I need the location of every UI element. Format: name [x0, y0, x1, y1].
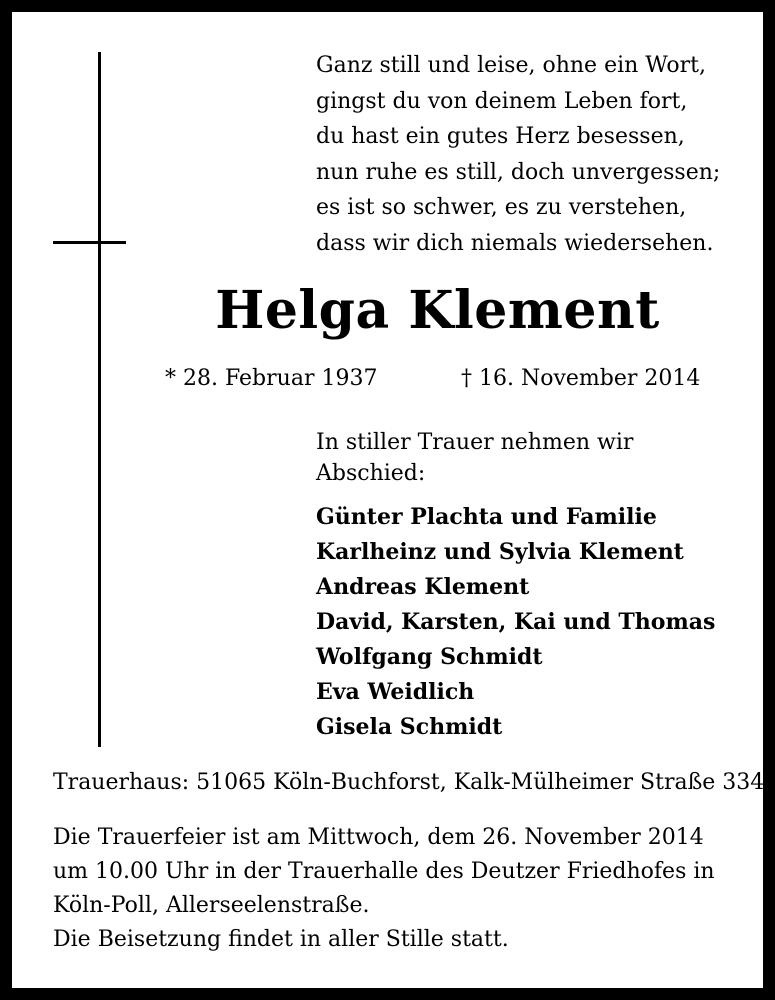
poem-line: es ist so schwer, es zu verstehen, — [316, 195, 687, 220]
deceased-name: Helga Klement — [215, 280, 660, 341]
family-list — [316, 500, 715, 745]
family-member: Andreas Klement — [316, 574, 530, 600]
cross-bar — [53, 241, 126, 244]
cross-icon — [98, 52, 101, 747]
ceremony-details — [53, 821, 733, 957]
poem-line: Ganz still und leise, ohne ein Wort, — [316, 53, 707, 78]
death-date: † 16. November 2014 — [461, 366, 701, 391]
poem-line: du hast ein gutes Herz besessen, — [316, 124, 685, 149]
mourning-intro — [316, 427, 633, 489]
birth-date: * 28. Februar 1937 — [165, 366, 378, 391]
ceremony-line: Die Trauerfeier ist am Mittwoch, dem 26. November 2014 — [53, 825, 704, 850]
family-member: David, Karsten, Kai und Thomas — [316, 609, 716, 635]
ceremony-line: Die Beisetzung findet in aller Stille statt. — [53, 927, 509, 952]
mourning-line: Abschied: — [316, 461, 426, 486]
poem-line: dass wir dich niemals wiedersehen. — [316, 230, 714, 256]
poem — [316, 48, 756, 261]
family-member: Eva Weidlich — [316, 679, 475, 705]
poem-line: nun ruhe es still, doch unvergessen; — [316, 159, 721, 185]
family-member: Wolfgang Schmidt — [316, 644, 543, 670]
ceremony-line: um 10.00 Uhr in der Trauerhalle des Deutzer Friedhofes in — [53, 859, 715, 884]
poem-line: gingst du von deinem Leben fort, — [316, 88, 688, 114]
family-member: Günter Plachta und Familie — [316, 504, 657, 530]
mourning-house-address: Trauerhaus: 51065 Köln-Buchforst, Kalk-Mülheimer Straße 334 — [53, 770, 765, 795]
family-member: Gisela Schmidt — [316, 714, 503, 740]
ceremony-line: Köln-Poll, Allerseelenstraße. — [53, 893, 370, 918]
mourning-line: In stiller Trauer nehmen wir — [316, 430, 634, 455]
family-member: Karlheinz und Sylvia Klement — [316, 539, 684, 565]
